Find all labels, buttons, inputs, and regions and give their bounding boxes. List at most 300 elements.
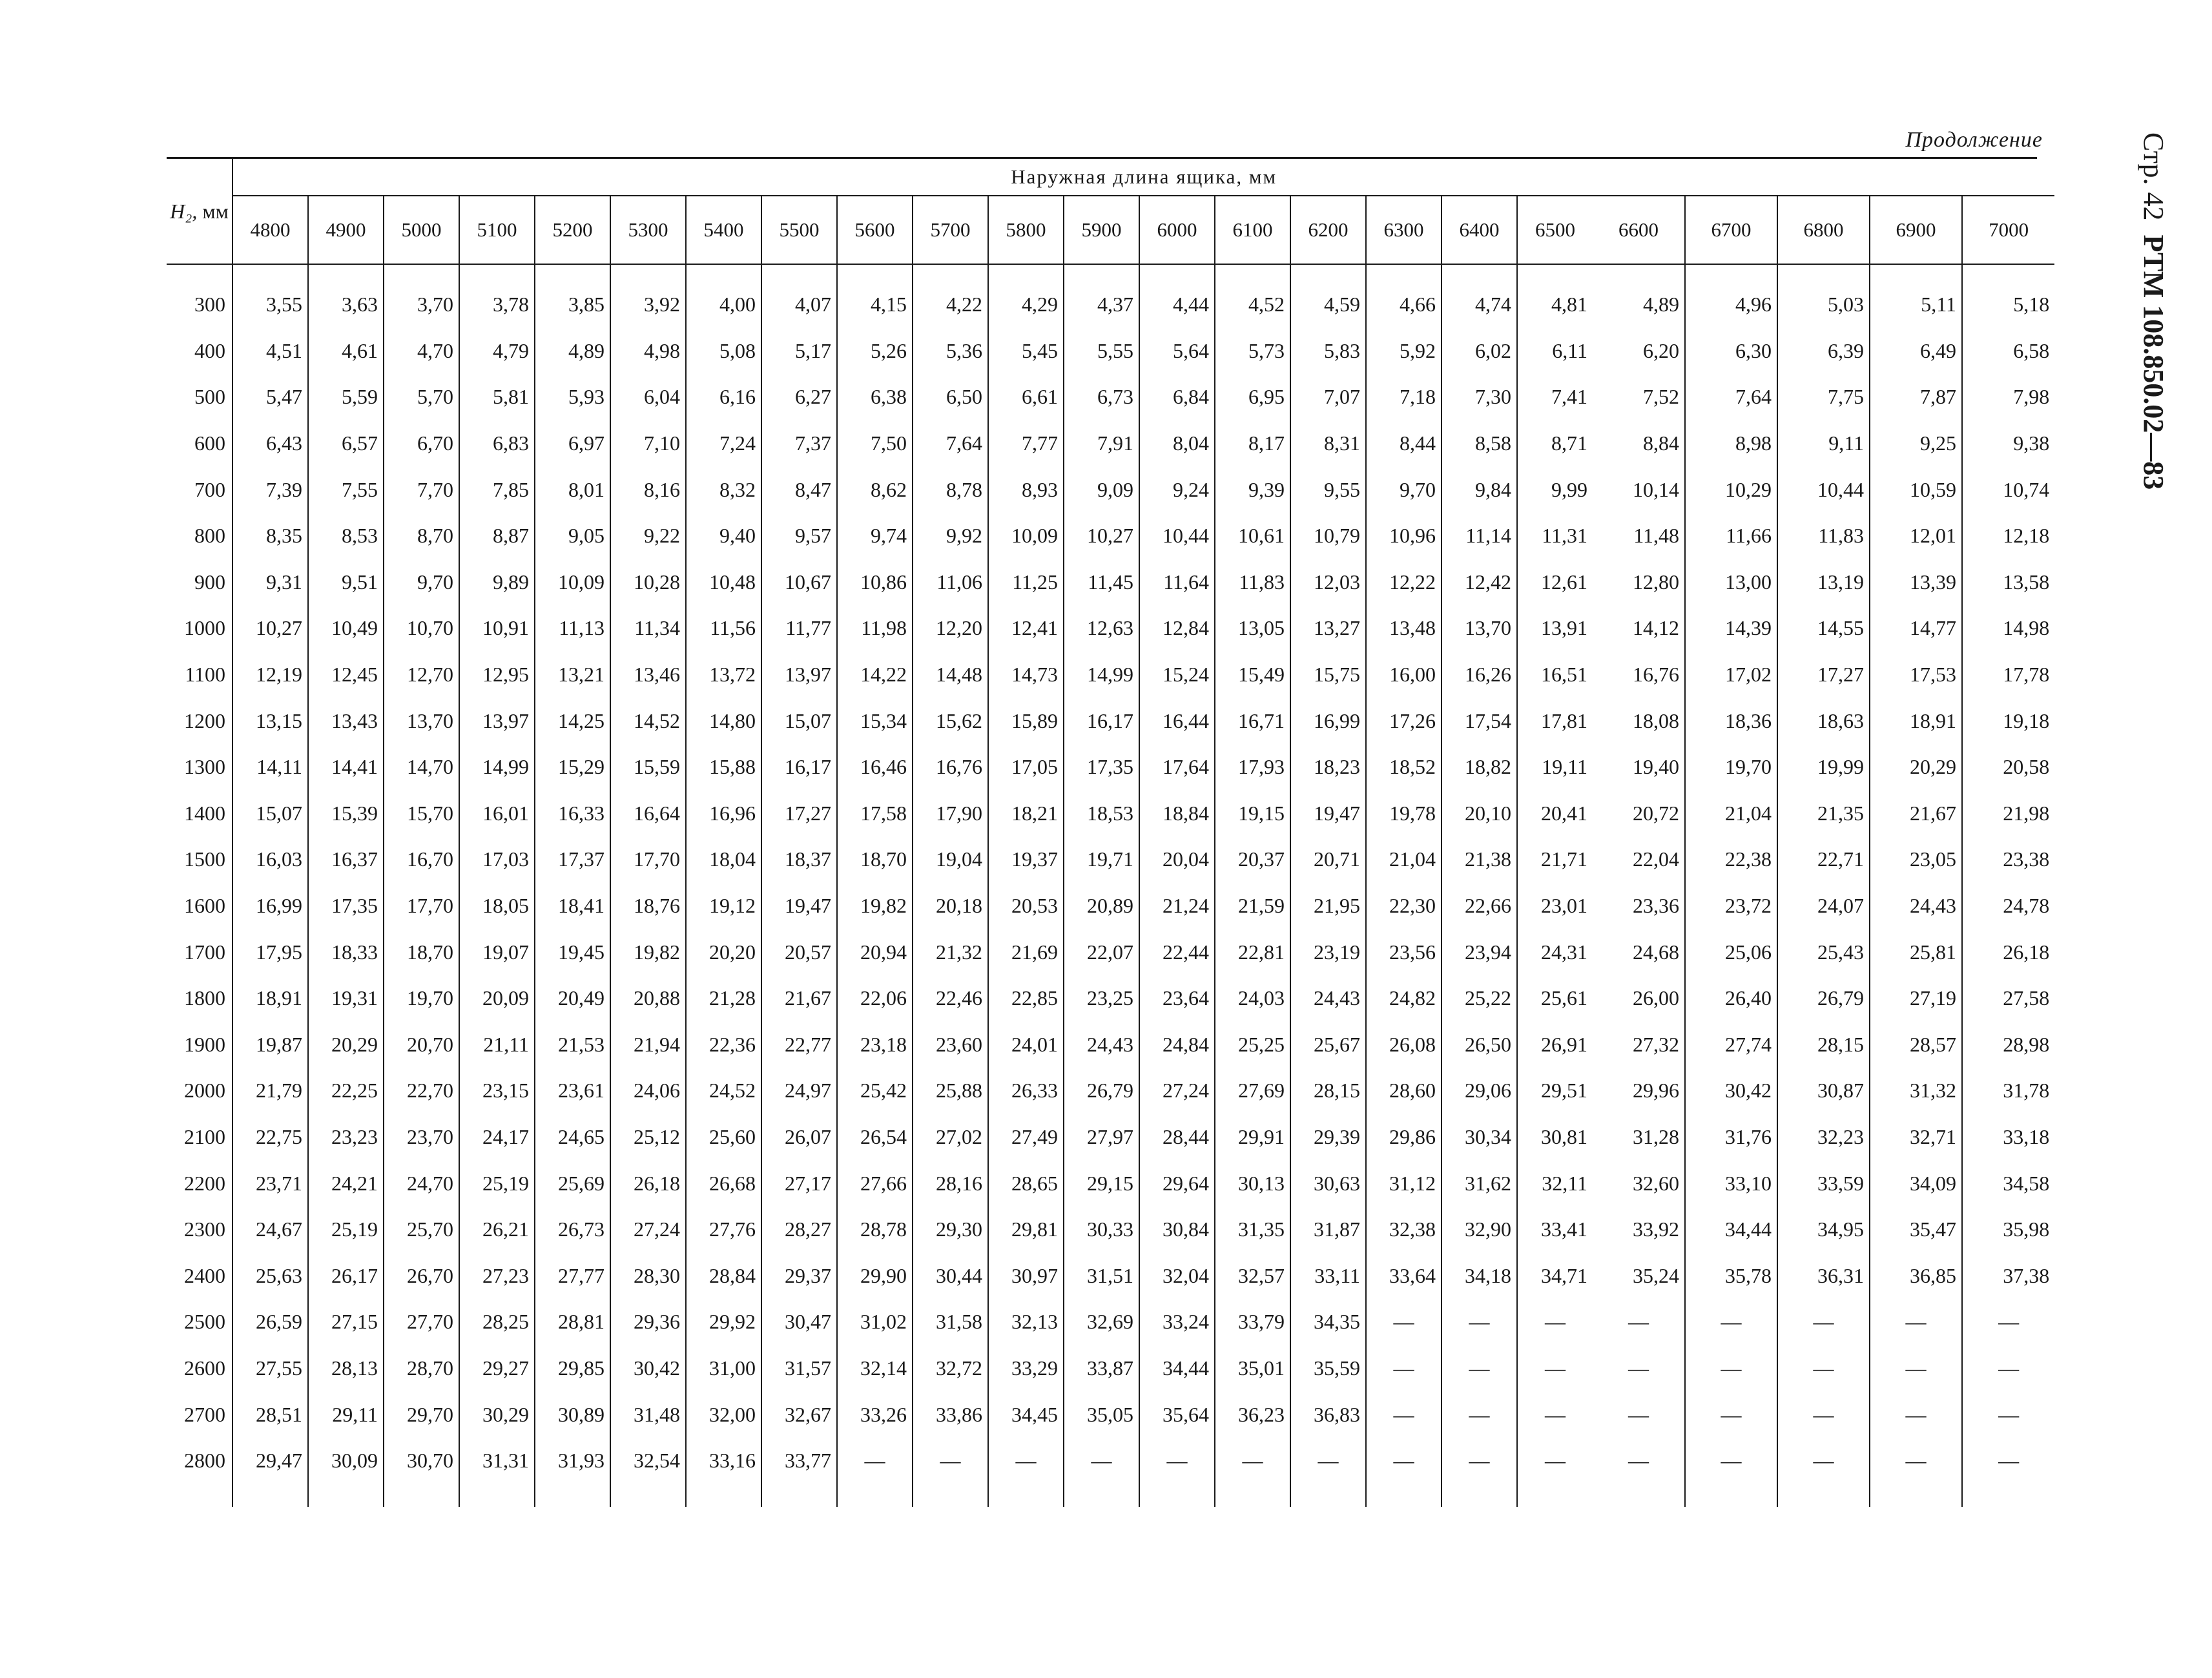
table-cell: 6,73 [1064, 374, 1139, 420]
table-cell: 17,78 [1962, 652, 2054, 698]
table-cell: 26,70 [384, 1252, 459, 1299]
table-cell: 30,29 [459, 1391, 535, 1438]
table-cell: 24,43 [1870, 883, 1962, 929]
table-cell: — [1517, 1345, 1593, 1392]
table-cell: 13,00 [1685, 559, 1777, 606]
row-height-value: 700 [167, 466, 233, 513]
table-cell: 3,92 [610, 282, 686, 328]
data-table [167, 159, 2054, 1507]
table-cell: 4,37 [1064, 282, 1139, 328]
table-cell: 10,74 [1962, 466, 2054, 513]
row-height-value: 2600 [167, 1345, 233, 1392]
table-cell: 31,51 [1064, 1252, 1139, 1299]
table-cell: 4,74 [1442, 282, 1517, 328]
table-cell: 33,64 [1366, 1252, 1442, 1299]
group-header: Наружная длина ящика, мм [233, 159, 2054, 196]
table-cell: 31,32 [1870, 1068, 1962, 1114]
table-cell: 32,04 [1139, 1252, 1215, 1299]
table-cell: 19,15 [1215, 791, 1290, 837]
table-cell: — [1685, 1345, 1777, 1392]
table-row [167, 1438, 2054, 1484]
table-cell: 6,43 [266, 431, 302, 455]
table-cell: 34,71 [1517, 1252, 1593, 1299]
table-cell: 11,14 [1442, 513, 1517, 559]
table-cell: 20,58 [1962, 744, 2054, 791]
table-row [167, 744, 2054, 791]
row-height-value: 2700 [167, 1391, 233, 1438]
table-cell: 8,17 [1215, 420, 1290, 467]
table-cell: 34,58 [1962, 1160, 2054, 1207]
table-cell: — [1366, 1391, 1442, 1438]
table-cell: 28,25 [459, 1299, 535, 1345]
table-cell: 23,05 [1870, 836, 1962, 883]
table-cell: — [1442, 1345, 1517, 1392]
table-cell: 33,41 [1517, 1207, 1593, 1253]
table-cell: 7,87 [1870, 374, 1962, 420]
table-cell: 11,13 [535, 605, 610, 652]
table-cell: 34,44 [1685, 1207, 1777, 1253]
table-cell: 27,02 [913, 1114, 988, 1161]
table-cell: 31,02 [837, 1299, 913, 1345]
table-cell: 6,27 [761, 374, 837, 420]
table-cell: 16,71 [1215, 698, 1290, 744]
table-cell: 7,91 [1064, 420, 1139, 467]
table-cell: 18,33 [308, 929, 384, 975]
table-cell: — [1517, 1438, 1593, 1484]
table-cell: 17,93 [1215, 744, 1290, 791]
continuation-label: Продолжение [1905, 128, 2043, 152]
table-cell: 23,70 [384, 1114, 459, 1161]
table-cell: 17,70 [610, 836, 686, 883]
table-cell: 16,99 [1290, 698, 1366, 744]
table-cell: 5,81 [459, 374, 535, 420]
table-cell: 3,78 [459, 282, 535, 328]
table-cell: 25,22 [1442, 975, 1517, 1022]
table-cell: 28,15 [1290, 1068, 1366, 1114]
table-cell: 19,47 [761, 883, 837, 929]
table-cell: 19,99 [1777, 744, 1870, 791]
table-cell: 28,16 [913, 1160, 988, 1207]
table-cell: 13,15 [256, 709, 302, 732]
row-header-label [167, 159, 233, 264]
column-header: 6800 [1777, 196, 1870, 264]
table-cell: 32,54 [610, 1438, 686, 1484]
table-cell: 36,23 [1215, 1391, 1290, 1438]
row-height-value: 900 [167, 559, 233, 606]
table-cell: 25,06 [1685, 929, 1777, 975]
column-header: 5900 [1064, 196, 1139, 264]
row-height-value: 1100 [167, 652, 233, 698]
table-cell: 23,36 [1633, 894, 1679, 918]
row-height-value: 600 [167, 420, 233, 467]
table-cell: 19,07 [459, 929, 535, 975]
table-cell: — [1962, 1345, 2054, 1392]
table-cell: — [1215, 1438, 1290, 1484]
table-cell: 28,70 [384, 1345, 459, 1392]
table-cell: 30,63 [1290, 1160, 1366, 1207]
table-cell: 22,46 [913, 975, 988, 1022]
table-cell: 21,24 [1139, 883, 1215, 929]
table-cell: 18,76 [610, 883, 686, 929]
table-cell: 32,67 [761, 1391, 837, 1438]
table-cell: 20,71 [1290, 836, 1366, 883]
table-cell: 20,70 [384, 1022, 459, 1068]
table-cell: 4,22 [913, 282, 988, 328]
table-cell: 7,55 [308, 466, 384, 513]
table-row [167, 1299, 2054, 1345]
table-cell: 7,37 [761, 420, 837, 467]
table-cell: 18,23 [1290, 744, 1366, 791]
table-cell: — [1870, 1345, 1962, 1392]
table-cell: 4,89 [535, 328, 610, 375]
table-cell: 32,72 [913, 1345, 988, 1392]
table-row [167, 374, 2054, 420]
table-cell: 10,09 [535, 559, 610, 606]
table-cell: 24,52 [686, 1068, 761, 1114]
table-cell: 14,99 [459, 744, 535, 791]
table-cell: — [1517, 1391, 1593, 1438]
table-cell: 21,71 [1517, 836, 1593, 883]
table-cell: 6,84 [1139, 374, 1215, 420]
table-cell: 29,86 [1366, 1114, 1442, 1161]
column-header: 5500 [761, 196, 837, 264]
table-cell: 20,37 [1215, 836, 1290, 883]
table-cell: 20,09 [459, 975, 535, 1022]
table-cell: 31,93 [535, 1438, 610, 1484]
table-cell: 17,35 [308, 883, 384, 929]
table-cell: 10,91 [459, 605, 535, 652]
table-cell: 35,59 [1290, 1345, 1366, 1392]
column-header: 6500 [1517, 196, 1593, 264]
table-cell: 28,81 [535, 1299, 610, 1345]
table-row [167, 1207, 2054, 1253]
table-cell: 14,41 [308, 744, 384, 791]
table-cell: 26,40 [1685, 975, 1777, 1022]
table-cell: 7,39 [266, 477, 302, 501]
table-cell: 31,57 [761, 1345, 837, 1392]
table-cell: 29,91 [1215, 1114, 1290, 1161]
table-cell: 22,07 [1064, 929, 1139, 975]
table-cell: 30,97 [988, 1252, 1064, 1299]
table-cell: 19,18 [1962, 698, 2054, 744]
table-cell: 10,96 [1366, 513, 1442, 559]
table-cell: 24,43 [1064, 1022, 1139, 1068]
table-cell: 9,84 [1442, 466, 1517, 513]
table-cell: 9,24 [1139, 466, 1215, 513]
table-cell: 16,01 [459, 791, 535, 837]
table-cell: 11,66 [1685, 513, 1777, 559]
table-cell: 17,64 [1139, 744, 1215, 791]
column-header: 4900 [308, 196, 384, 264]
table-cell: — [1870, 1438, 1962, 1484]
table-cell: 20,20 [686, 929, 761, 975]
table-cell: 14,73 [988, 652, 1064, 698]
table-cell: 13,58 [1962, 559, 2054, 606]
page-number: Стр. 42 [2138, 132, 2170, 221]
table-cell: 32,23 [1777, 1114, 1870, 1161]
table-cell: 19,47 [1290, 791, 1366, 837]
table-cell: 15,39 [308, 791, 384, 837]
table-cell: 21,04 [1685, 791, 1777, 837]
table-cell: 12,42 [1442, 559, 1517, 606]
table-cell: 23,19 [1290, 929, 1366, 975]
table-cell: 30,89 [535, 1391, 610, 1438]
table-cell: — [1064, 1438, 1139, 1484]
table-cell: 15,89 [988, 698, 1064, 744]
table-cell: 4,89 [1643, 293, 1679, 316]
table-cell: 14,99 [1064, 652, 1139, 698]
column-header: 5800 [988, 196, 1064, 264]
table-cell: 27,77 [535, 1252, 610, 1299]
column-header: 6200 [1290, 196, 1366, 264]
table-cell: 9,22 [610, 513, 686, 559]
table-cell: 9,55 [1290, 466, 1366, 513]
table-cell: 28,65 [988, 1160, 1064, 1207]
table-cell: 21,32 [913, 929, 988, 975]
table-cell: 17,58 [837, 791, 913, 837]
table-cell: 15,59 [610, 744, 686, 791]
table-cell: 8,84 [1643, 431, 1679, 455]
table-cell: 20,57 [761, 929, 837, 975]
table-cell: 7,98 [1962, 374, 2054, 420]
column-header: 6400 [1442, 196, 1517, 264]
table-cell: 20,04 [1139, 836, 1215, 883]
table-cell: 8,31 [1290, 420, 1366, 467]
row-height-value: 800 [167, 513, 233, 559]
table-cell: 3,55 [266, 293, 302, 316]
column-header: 5200 [535, 196, 610, 264]
table-cell: 28,57 [1870, 1022, 1962, 1068]
table-cell: 15,70 [384, 791, 459, 837]
table-cell: 15,62 [913, 698, 988, 744]
table-cell: 9,99 [1517, 466, 1593, 513]
table-cell: 29,47 [256, 1449, 302, 1473]
row-height-value: 1000 [167, 605, 233, 652]
column-header: 6300 [1366, 196, 1442, 264]
table-cell: 36,31 [1777, 1252, 1870, 1299]
table-cell: 26,17 [308, 1252, 384, 1299]
row-height-value: 1400 [167, 791, 233, 837]
column-header: 4800 [233, 196, 308, 264]
table-cell: 14,80 [686, 698, 761, 744]
table-cell: 14,52 [610, 698, 686, 744]
table-cell: 5,36 [913, 328, 988, 375]
table-cell: 6,57 [308, 420, 384, 467]
table-cell: 29,70 [384, 1391, 459, 1438]
table-cell: 5,55 [1064, 328, 1139, 375]
table-cell: 31,48 [610, 1391, 686, 1438]
table-cell: 33,16 [686, 1438, 761, 1484]
table-cell: — [837, 1438, 913, 1484]
table-cell: 12,18 [1962, 513, 2054, 559]
table-cell: — [1366, 1345, 1442, 1392]
table-cell: 17,26 [1366, 698, 1442, 744]
table-cell: 33,11 [1290, 1252, 1366, 1299]
table-row [167, 975, 2054, 1022]
table-cell: 31,76 [1685, 1114, 1777, 1161]
table-cell: — [1366, 1299, 1442, 1345]
table-cell: 9,92 [913, 513, 988, 559]
table-cell: 9,39 [1215, 466, 1290, 513]
table-cell: 18,91 [1870, 698, 1962, 744]
table-cell: 26,07 [761, 1114, 837, 1161]
table-cell: 22,06 [837, 975, 913, 1022]
table-cell: 20,89 [1064, 883, 1139, 929]
table-cell: 31,35 [1215, 1207, 1290, 1253]
table-cell: 16,70 [384, 836, 459, 883]
table-cell: 16,99 [256, 894, 302, 918]
table-cell: 12,80 [1633, 570, 1679, 594]
table-cell: 30,81 [1517, 1114, 1593, 1161]
table-cell: 29,15 [1064, 1160, 1139, 1207]
table-cell: 11,56 [686, 605, 761, 652]
table-cell: 14,48 [913, 652, 988, 698]
table-cell: 8,71 [1517, 420, 1593, 467]
table-cell: 26,68 [686, 1160, 761, 1207]
row-height-value: 1800 [167, 975, 233, 1022]
table-cell: 22,77 [761, 1022, 837, 1068]
table-cell: 28,98 [1962, 1022, 2054, 1068]
row-height-value: 300 [167, 282, 233, 328]
table-cell: 26,00 [1633, 986, 1679, 1010]
table-cell: 21,04 [1366, 836, 1442, 883]
table-cell: 27,24 [1139, 1068, 1215, 1114]
table-cell: 15,24 [1139, 652, 1215, 698]
table-cell: 21,69 [988, 929, 1064, 975]
table-cell: 17,70 [384, 883, 459, 929]
table-cell: 31,78 [1962, 1068, 2054, 1114]
table-cell: 8,98 [1685, 420, 1777, 467]
row-height-value: 1900 [167, 1022, 233, 1068]
table-cell: 9,05 [535, 513, 610, 559]
table-cell: 16,51 [1517, 652, 1593, 698]
table-cell: — [913, 1438, 988, 1484]
table-cell: 11,31 [1517, 513, 1593, 559]
table-cell: 8,53 [308, 513, 384, 559]
table-cell: 24,70 [384, 1160, 459, 1207]
table-cell: 28,13 [308, 1345, 384, 1392]
table-cell: 12,20 [913, 605, 988, 652]
table-cell: 18,36 [1685, 698, 1777, 744]
table-cell: 15,07 [256, 801, 302, 825]
table-cell: 17,54 [1442, 698, 1517, 744]
table-cell: 13,05 [1215, 605, 1290, 652]
table-cell: 29,90 [837, 1252, 913, 1299]
table-cell: 8,87 [459, 513, 535, 559]
table-cell: 6,50 [913, 374, 988, 420]
table-cell: 29,92 [686, 1299, 761, 1345]
table-cell: 4,79 [459, 328, 535, 375]
table-cell: 9,31 [266, 570, 302, 594]
table-cell: 10,09 [988, 513, 1064, 559]
table-cell: 10,28 [610, 559, 686, 606]
table-cell: 28,84 [686, 1252, 761, 1299]
table-cell: 32,69 [1064, 1299, 1139, 1345]
table-cell: 27,49 [988, 1114, 1064, 1161]
column-header: 6100 [1215, 196, 1290, 264]
table-cell: 27,15 [308, 1299, 384, 1345]
table-cell: 19,31 [308, 975, 384, 1022]
table-cell: — [1290, 1438, 1366, 1484]
table-cell: 27,23 [459, 1252, 535, 1299]
table-cell: 19,40 [1633, 755, 1679, 779]
table-cell: 11,98 [837, 605, 913, 652]
table-cell: 17,27 [1777, 652, 1870, 698]
table-cell: 35,05 [1064, 1391, 1139, 1438]
table-cell: 18,08 [1633, 709, 1679, 732]
table-cell: 18,63 [1777, 698, 1870, 744]
table-cell: 31,00 [686, 1345, 761, 1392]
row-header-unit: мм [202, 199, 229, 223]
table-cell: 13,91 [1517, 605, 1593, 652]
table-cell: 20,94 [837, 929, 913, 975]
table-cell: 3,63 [308, 282, 384, 328]
table-cell: 17,05 [988, 744, 1064, 791]
row-height-value: 1300 [167, 744, 233, 791]
table-cell: 12,19 [256, 663, 302, 687]
table-cell: 27,24 [610, 1207, 686, 1253]
table-cell: 26,33 [988, 1068, 1064, 1114]
table-cell: 30,87 [1777, 1068, 1870, 1114]
table-cell: 18,21 [988, 791, 1064, 837]
table-cell: 6,58 [1962, 328, 2054, 375]
table-cell: 32,38 [1366, 1207, 1442, 1253]
table-cell: 25,61 [1517, 975, 1593, 1022]
row-height-value: 2400 [167, 1252, 233, 1299]
table-cell: 33,92 [1633, 1217, 1679, 1241]
table-cell: 22,04 [1633, 847, 1679, 871]
table-cell: 35,47 [1870, 1207, 1962, 1253]
table-cell: 4,66 [1366, 282, 1442, 328]
table-cell: 6,11 [1517, 328, 1593, 375]
table-cell: 32,60 [1633, 1171, 1679, 1195]
column-header: 6000 [1139, 196, 1215, 264]
table-cell: 35,01 [1215, 1345, 1290, 1392]
table-cell: 35,78 [1685, 1252, 1777, 1299]
table-cell: 8,32 [686, 466, 761, 513]
table-cell: 20,88 [610, 975, 686, 1022]
table-cell: — [1442, 1299, 1517, 1345]
table-cell: 16,17 [1064, 698, 1139, 744]
table-cell: 12,03 [1290, 559, 1366, 606]
column-header: 6600 [1593, 196, 1685, 264]
table-cell: 5,73 [1215, 328, 1290, 375]
table-cell: 26,08 [1366, 1022, 1442, 1068]
table-cell: 14,22 [837, 652, 913, 698]
table-cell: 37,38 [1962, 1252, 2054, 1299]
column-header: 5400 [686, 196, 761, 264]
table-cell: 27,97 [1064, 1114, 1139, 1161]
table-cell: 25,63 [256, 1263, 302, 1287]
table-cell: 4,98 [610, 328, 686, 375]
table-cell: 6,16 [686, 374, 761, 420]
table-cell: 18,52 [1366, 744, 1442, 791]
table-cell: — [1442, 1391, 1517, 1438]
table-cell: 21,59 [1215, 883, 1290, 929]
table-cell: 32,13 [988, 1299, 1064, 1345]
table-cell: 34,45 [988, 1391, 1064, 1438]
table-row [167, 1022, 2054, 1068]
table-cell: 7,10 [610, 420, 686, 467]
table-cell: 14,12 [1633, 616, 1679, 640]
table-cell: 8,44 [1366, 420, 1442, 467]
table-cell: 14,55 [1777, 605, 1870, 652]
table-cell: 25,69 [535, 1160, 610, 1207]
table-cell: 31,58 [913, 1299, 988, 1345]
table-cell: 19,78 [1366, 791, 1442, 837]
table-cell: 31,12 [1366, 1160, 1442, 1207]
table-cell: 20,29 [1870, 744, 1962, 791]
